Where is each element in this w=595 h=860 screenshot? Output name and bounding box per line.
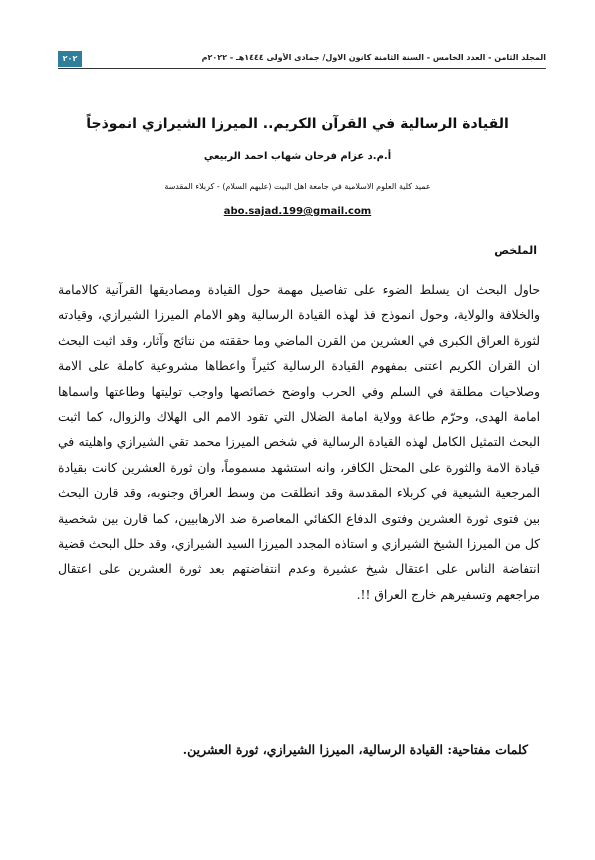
abstract-heading: الملخص [494, 244, 537, 257]
running-title: المجلد الثامن - العدد الخامس - السنة الثامنة كانون الاول/ جمادى الأولى ١٤٤٤هـ - ٢٠٢٢م [201, 53, 546, 62]
author-name: أ.م.د عزام فرحان شهاب احمد الربيعي [203, 151, 392, 162]
running-header [58, 51, 546, 69]
header-rule [58, 68, 546, 69]
abstract-text: حاول البحث ان يسلط الضوء على تفاصيل مهمة حول القيادة ومصاديقها القرآنية كالامامة والخلافة والولاية، وحول انموذج فذ لهذه القيادة الرسالية وهو الامام الميرزا الشيرازي، وقيادته لثورة العراق الكبرى في العشرين من القرن الماضي وما حققته من نتائج وآثار، وقد اثبت البحث ان القران الكريم اعتنى بمفهوم القيادة الرسالية كثيراً واعطاها مشروعية كاملة على الامة وصلاحيات مطلقة في السلم وفي الحرب واوضح خصائصها واوجب توليتها وطاعتها واسماها امامة الهدى، وحرّم طاعة وولاية امامة الضلال التي تقود الامم الى الهلاك والزوال، كما اثبت البحث التمثيل الكامل لهذه القيادة الرسالية في شخص الميرزا محمد تقي الشيرازي واهليته في قيادة الامة والثورة على المحتل الكافر، وانه استشهد مسموماً، وان ثورة العشرين كانت بقيادة المرجعية الشيعية في كربلاء المقدسة وقد انطلقت من وسط العراق وجنوبه، وقد قارن البحث بين فتوى ثورة العشرين وفتوى الدفاع الكفائي المعاصرة ضد الارهابيين، كما قارن بين شخصية كل من الميرزا الشيخ الشيرازي و استاذه المجدد الميرزا السيد الشيرازي، وقد حلل البحث قضية انتفاضة الناس على اعتقال شيخ عشيرة وعدم انتفاضتهم بعد ثورة العشرين على اعتقال مراجعهم وتسفيرهم خارج العراق !!. [58, 283, 540, 602]
author-affiliation: عميد كلية العلوم الاسلامية في جامعة اهل البيت (عليهم السلام) - كربلاء المقدسة [164, 182, 431, 191]
page-number-badge: ٢٠٢ [58, 51, 82, 67]
keywords-line: كلمات مفتاحية: القيادة الرسالية، الميرزا الشيرازي، ثورة العشرين. [182, 742, 528, 757]
author-email[interactable]: abo.sajad.199@gmail.com [223, 206, 372, 217]
article-title: القيادة الرسالية في القرآن الكريم.. الميرزا الشيرازي انموذجاً [86, 116, 509, 132]
